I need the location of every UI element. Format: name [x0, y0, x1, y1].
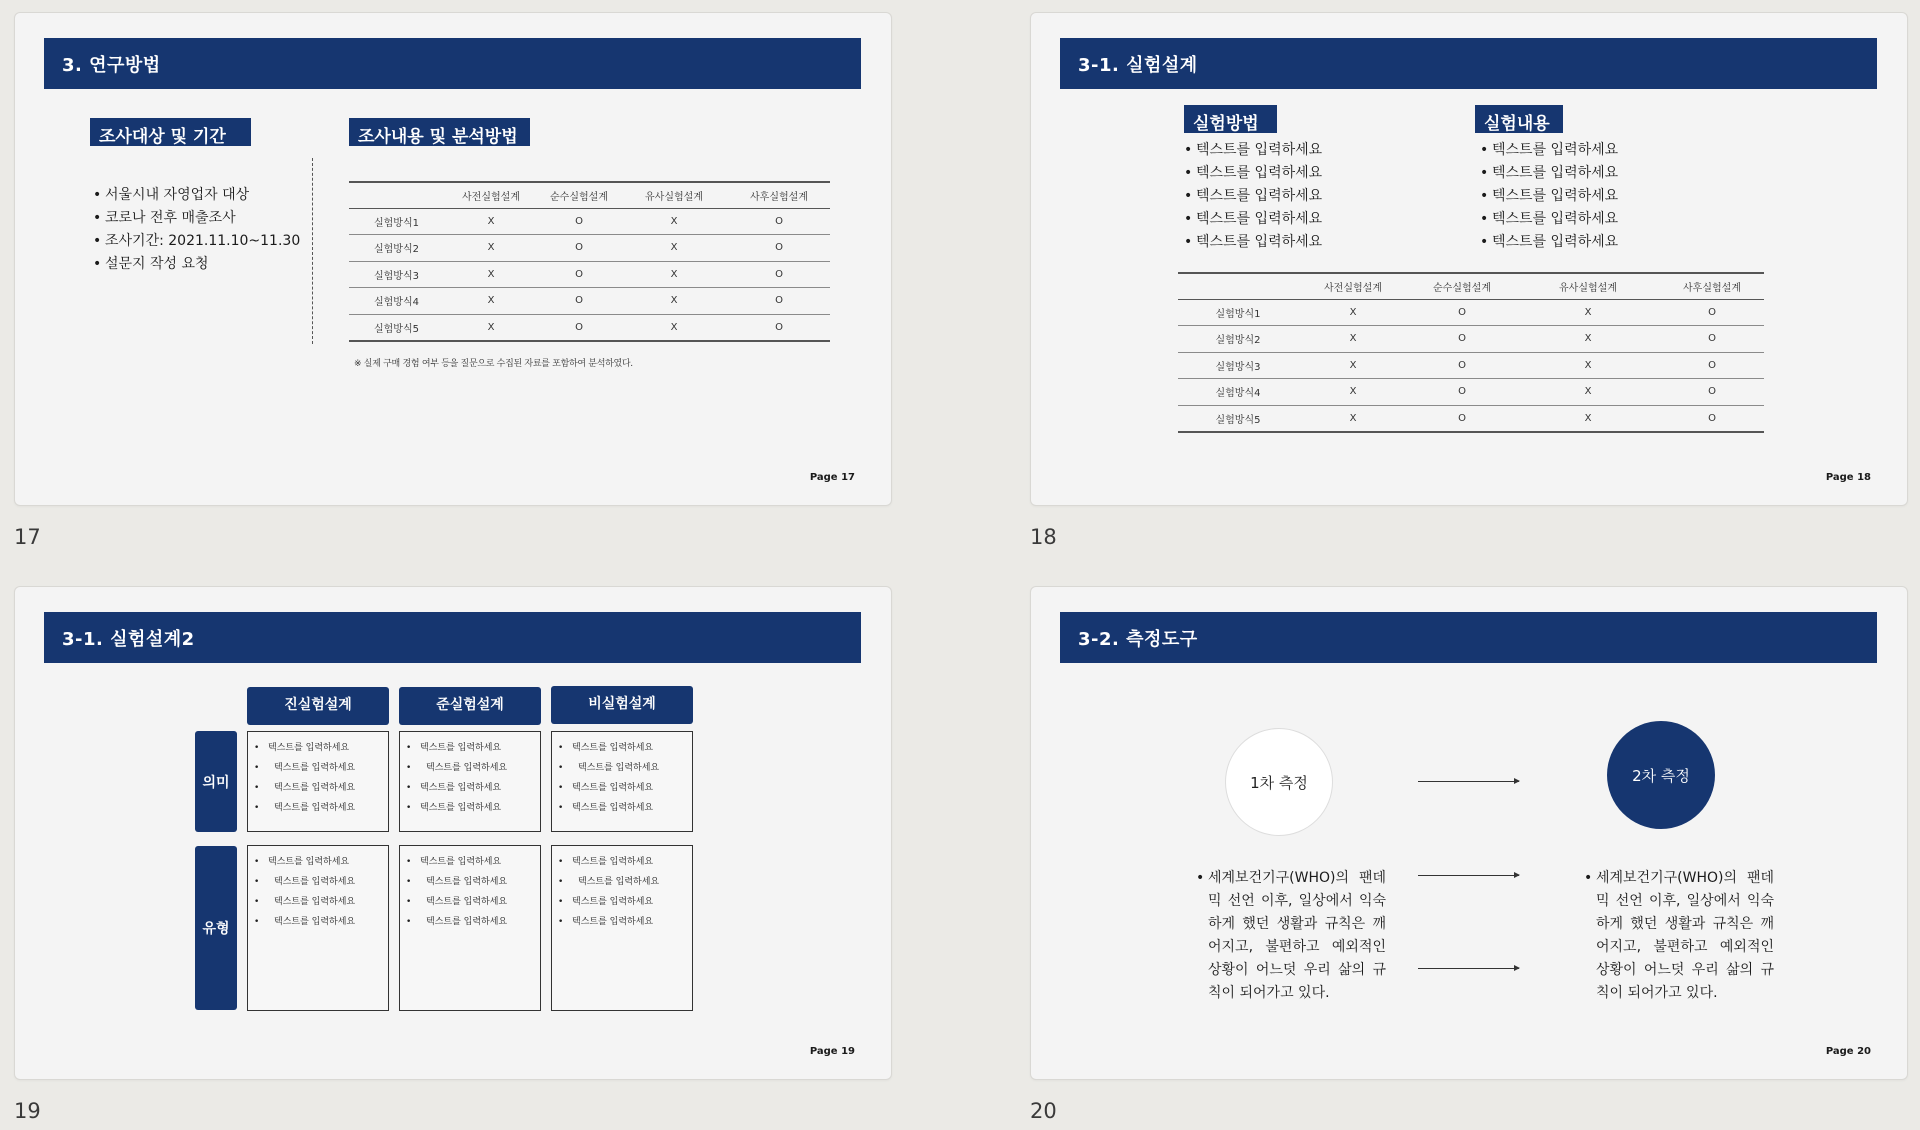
- table-cell: X: [1516, 379, 1660, 406]
- table-cell: O: [1660, 326, 1764, 353]
- table-cell: O: [728, 314, 830, 341]
- column-header: [349, 182, 444, 208]
- table-cell: O: [538, 235, 620, 262]
- table-cell: X: [1298, 405, 1408, 432]
- list-item: • 텍스트를 입력하세요: [254, 798, 388, 818]
- column-header: 사전실험설계: [444, 182, 538, 208]
- table-cell: O: [1660, 379, 1764, 406]
- table-row: [1178, 299, 1764, 326]
- section-tag: 조사내용 및 분석방법: [349, 118, 530, 146]
- first-measure-circle: 1차 측정: [1225, 728, 1333, 836]
- slide-title-bar: [1060, 612, 1877, 663]
- table-cell: 실험방식4: [1178, 379, 1298, 406]
- table-row: [349, 235, 830, 262]
- table-cell: X: [1298, 379, 1408, 406]
- list-item: • 텍스트를 입력하세요: [406, 872, 540, 892]
- list-item: • 텍스트를 입력하세요: [1184, 162, 1322, 185]
- slide-18-thumbnail[interactable]: [1030, 12, 1908, 506]
- matrix-cell: [399, 845, 541, 1011]
- list-item: • 텍스트를 입력하세요: [406, 778, 540, 798]
- slide-number: 18: [1030, 525, 1057, 549]
- list-item: • 텍스트를 입력하세요: [1184, 231, 1322, 254]
- table-cell: X: [1298, 352, 1408, 379]
- page-label: Page 17: [809, 472, 855, 483]
- section-tag: 조사대상 및 기간: [90, 118, 251, 146]
- list-item: • 텍스트를 입력하세요: [1480, 162, 1618, 185]
- list-item: • 텍스트를 입력하세요: [1480, 231, 1618, 254]
- target-list: [93, 184, 300, 276]
- list-item: • 텍스트를 입력하세요: [1184, 208, 1322, 231]
- table-cell: O: [1660, 299, 1764, 326]
- table-cell: X: [1516, 299, 1660, 326]
- column-header: 사전실험설계: [1298, 273, 1408, 299]
- table-cell: 실험방식2: [1178, 326, 1298, 353]
- list-item: • 텍스트를 입력하세요: [558, 738, 692, 758]
- list-item: • 코로나 전후 매출조사: [93, 207, 300, 230]
- table-cell: 실험방식1: [349, 208, 444, 235]
- list-item: • 텍스트를 입력하세요: [1184, 139, 1322, 162]
- list-item: • 텍스트를 입력하세요: [558, 798, 692, 818]
- table-cell: 실험방식2: [349, 235, 444, 262]
- table-cell: X: [444, 314, 538, 341]
- list-item: • 텍스트를 입력하세요: [406, 912, 540, 932]
- slide-title-bar: [44, 612, 861, 663]
- table-cell: 실험방식3: [349, 261, 444, 288]
- table-header-row: [1178, 273, 1764, 299]
- row-header: 의미: [195, 731, 237, 832]
- second-measure-text: [1584, 867, 1774, 1005]
- matrix-cell: [247, 731, 389, 832]
- design-table: [349, 181, 830, 342]
- table-cell: O: [1408, 379, 1516, 406]
- list-item: • 텍스트를 입력하세요: [1480, 185, 1618, 208]
- table-row: [349, 314, 830, 341]
- table-cell: X: [620, 288, 728, 315]
- list-item: • 설문지 작성 요청: [93, 253, 300, 276]
- paragraph-text: 세계보건기구(WHO)의 팬데믹 선언 이후, 일상에서 익숙하게 했던 생활과 규칙은 깨어지고, 불편하고 예외적인 상황이 어느덧 우리 삶의 규칙이 되어가고 있다.: [1208, 870, 1386, 1001]
- table-cell: 실험방식5: [349, 314, 444, 341]
- list-item: • 텍스트를 입력하세요: [406, 892, 540, 912]
- page-label: Page 18: [1825, 472, 1871, 483]
- table-cell: O: [1408, 405, 1516, 432]
- list-item: • 텍스트를 입력하세요: [558, 778, 692, 798]
- table-row: [349, 288, 830, 315]
- slide-number: 17: [14, 525, 41, 549]
- table-cell: O: [728, 261, 830, 288]
- list-item: • 텍스트를 입력하세요: [558, 912, 692, 932]
- slide-title: 3-1. 실험설계: [1078, 55, 1198, 76]
- section-tag: 실험방법: [1184, 105, 1277, 133]
- content-list: [1480, 139, 1618, 254]
- list-item: • 텍스트를 입력하세요: [558, 892, 692, 912]
- table-cell: X: [444, 208, 538, 235]
- column-header: 준실험설계: [399, 687, 541, 725]
- design-table: [1178, 272, 1764, 433]
- table-cell: 실험방식1: [1178, 299, 1298, 326]
- paragraph-text: 세계보건기구(WHO)의 팬데믹 선언 이후, 일상에서 익숙하게 했던 생활과 규칙은 깨어지고, 불편하고 예외적인 상황이 어느덧 우리 삶의 규칙이 되어가고 있다.: [1596, 870, 1774, 1001]
- list-item: • 텍스트를 입력하세요: [254, 778, 388, 798]
- second-measure-circle: 2차 측정: [1607, 721, 1715, 829]
- table-row: [1178, 405, 1764, 432]
- slide-title-bar: [44, 38, 861, 89]
- table-cell: O: [728, 235, 830, 262]
- slide-title: 3. 연구방법: [62, 55, 161, 76]
- list-item: • 텍스트를 입력하세요: [254, 852, 388, 872]
- list-item: • 텍스트를 입력하세요: [558, 852, 692, 872]
- table-cell: X: [620, 235, 728, 262]
- table-cell: O: [538, 288, 620, 315]
- table-cell: O: [1408, 299, 1516, 326]
- table-cell: O: [728, 208, 830, 235]
- table-row: [1178, 352, 1764, 379]
- list-item: • 텍스트를 입력하세요: [1480, 139, 1618, 162]
- bullet-icon: •: [1196, 870, 1205, 886]
- matrix-cell: [551, 845, 693, 1011]
- list-item: • 텍스트를 입력하세요: [1480, 208, 1618, 231]
- table-cell: 실험방식5: [1178, 405, 1298, 432]
- table-row: [1178, 379, 1764, 406]
- table-cell: O: [538, 208, 620, 235]
- column-header: 유사실험설계: [1516, 273, 1660, 299]
- slide-title-bar: [1060, 38, 1877, 89]
- table-cell: X: [1298, 326, 1408, 353]
- list-item: • 텍스트를 입력하세요: [1184, 185, 1322, 208]
- table-row: [349, 208, 830, 235]
- table-header-row: [349, 182, 830, 208]
- list-item: • 텍스트를 입력하세요: [558, 872, 692, 892]
- slide-17-thumbnail[interactable]: [14, 12, 892, 506]
- table-note: ※ 실제 구매 경험 여부 등을 질문으로 수집된 자료를 포함하여 분석하였다.: [354, 359, 633, 369]
- list-item: • 서울시내 자영업자 대상: [93, 184, 300, 207]
- matrix-cell: [551, 731, 693, 832]
- table-cell: X: [620, 208, 728, 235]
- table-cell: O: [1408, 326, 1516, 353]
- slide-number: 19: [14, 1099, 41, 1123]
- page-label: Page 20: [1825, 1046, 1871, 1057]
- matrix-cell: [399, 731, 541, 832]
- slide-title: 3-2. 측정도구: [1078, 629, 1198, 650]
- table-cell: X: [444, 261, 538, 288]
- section-tag: 실험내용: [1475, 105, 1563, 133]
- list-item: • 텍스트를 입력하세요: [406, 852, 540, 872]
- column-header: 유사실험설계: [620, 182, 728, 208]
- slide-number: 20: [1030, 1099, 1057, 1123]
- list-item: • 텍스트를 입력하세요: [254, 892, 388, 912]
- column-header: [1178, 273, 1298, 299]
- table-cell: 실험방식4: [349, 288, 444, 315]
- table-cell: O: [1660, 405, 1764, 432]
- arrow-right-icon: [1418, 968, 1519, 969]
- page-label: Page 19: [809, 1046, 855, 1057]
- arrow-right-icon: [1418, 781, 1519, 782]
- table-row: [1178, 326, 1764, 353]
- table-cell: 실험방식3: [1178, 352, 1298, 379]
- table-cell: X: [620, 314, 728, 341]
- table-row: [349, 261, 830, 288]
- column-header: 비실험설계: [551, 686, 693, 724]
- table-cell: O: [1408, 352, 1516, 379]
- method-list: [1184, 139, 1322, 254]
- list-item: • 텍스트를 입력하세요: [406, 798, 540, 818]
- table-cell: O: [1660, 352, 1764, 379]
- list-item: • 텍스트를 입력하세요: [254, 872, 388, 892]
- column-header: 진실험설계: [247, 687, 389, 725]
- row-header: 유형: [195, 846, 237, 1010]
- table-cell: X: [1516, 405, 1660, 432]
- list-item: • 텍스트를 입력하세요: [254, 912, 388, 932]
- list-item: • 텍스트를 입력하세요: [254, 738, 388, 758]
- table-cell: X: [1298, 299, 1408, 326]
- table-cell: X: [444, 235, 538, 262]
- table-cell: O: [728, 288, 830, 315]
- table-cell: X: [444, 288, 538, 315]
- list-item: • 텍스트를 입력하세요: [558, 758, 692, 778]
- list-item: • 조사기간: 2021.11.10~11.30: [93, 230, 300, 253]
- table-cell: O: [538, 314, 620, 341]
- arrow-right-icon: [1418, 875, 1519, 876]
- table-cell: X: [1516, 352, 1660, 379]
- divider: [312, 158, 313, 344]
- column-header: 사후실험설계: [1660, 273, 1764, 299]
- list-item: • 텍스트를 입력하세요: [254, 758, 388, 778]
- list-item: • 텍스트를 입력하세요: [406, 738, 540, 758]
- column-header: 사후실험설계: [728, 182, 830, 208]
- table-cell: X: [1516, 326, 1660, 353]
- column-header: 순수실험설계: [1408, 273, 1516, 299]
- first-measure-text: [1196, 867, 1386, 1005]
- list-item: • 텍스트를 입력하세요: [406, 758, 540, 778]
- slide-title: 3-1. 실험설계2: [62, 629, 195, 650]
- matrix-cell: [247, 845, 389, 1011]
- bullet-icon: •: [1584, 870, 1593, 886]
- table-cell: O: [538, 261, 620, 288]
- slide-19-thumbnail[interactable]: [14, 586, 892, 1080]
- table-cell: X: [620, 261, 728, 288]
- column-header: 순수실험설계: [538, 182, 620, 208]
- slide-20-thumbnail[interactable]: [1030, 586, 1908, 1080]
